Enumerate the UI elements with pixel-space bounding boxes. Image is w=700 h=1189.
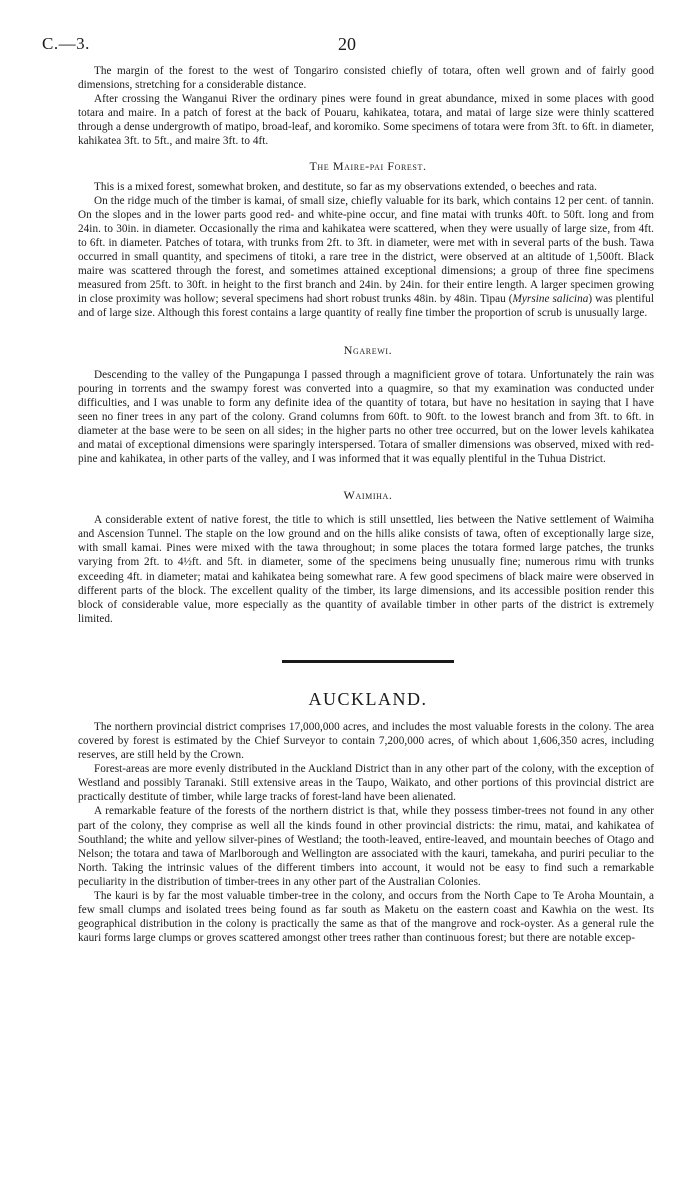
paragraph-text: On the ridge much of the timber is kamai, of small size, chiefly valuable for its bark, which contains 12 per cent. of tannin. On the slopes and in the lower parts good red- and white-pine occur, and fine matai with trunks 40ft. to 50ft. long and from 24in. to 30in. in diameter. Occasionally the rima and kahikatea were scattered, when they were usually of large size, from 4ft. to 6ft. in diameter. Patches of totara, with trunks from 2ft. to 3ft. in diameter, were met with in several parts of the bush. Tawa occurred in small quantity, and specimens of titoki, a rare tree in the district, were observed at an altitude of 1,500ft. Black maire was scattered through the forest, and sometimes attained exceptional dimensions; a group of three fine specimens measured from 25ft. to 30ft. in height to the first branch and 24in. by 24in. for their entire length. A larger specimen growing in close proximity was hollow; several specimens had short robust trunks 48in. by 48in. Tipau (	[78, 194, 654, 306]
section-heading-waimiha: Waimiha.	[343, 488, 393, 503]
page-number: 20	[338, 34, 356, 54]
waimiha-block	[78, 513, 654, 626]
paragraph	[78, 194, 654, 321]
section-heading-mairepai: The Maire-pai Forest.	[309, 158, 427, 173]
paragraph: A remarkable feature of the forests of the northern district is that, while they possess timber-trees not found in any other part of the colony, they comprise as well all the kinds found in other provincial districts: the rimu, matai, and kahikatea of Southland; the white and yellow silver-pines of Westland; the tooth-leaved, entire-leaved, and mountain beeches of Otago and Nelson; the totara and tawa of Marlborough and Wellington are associated with the kauri, tamekaha, and puriri peculiar to the North. Taking the intrinsic values of the different timbers into account, it would not be easy to find such a remarkable peculiarity in the distribution of timber-trees in any other part of the Australian Colonies.	[78, 805, 654, 888]
page-header	[42, 28, 654, 64]
document-reference: C.—3.	[42, 34, 90, 53]
mairepai-block	[78, 180, 654, 321]
paragraph: The margin of the forest to the west of Tongariro consisted chiefly of totara, often well grown and of fairly good dimensions, stretching for a considerable distance.	[78, 65, 654, 92]
paragraph: The northern provincial district comprises 17,000,000 acres, and includes the most valuable forests in the colony. The area covered by forest is estimated by the Chief Surveyor to contain 7,200,000 acres, of which about 1,606,350 acres, including reserves, are still held by the Crown.	[78, 720, 654, 762]
paragraph-text: ) was plentiful and of large size. Although this forest contains a large quantity of really fine timber the proportion of scrub is unusually large.	[78, 293, 654, 320]
section-heading-auckland: AUCKLAND.	[308, 688, 428, 709]
section-heading-ngarewi: Ngarewi.	[343, 342, 393, 357]
paragraph: The kauri is by far the most valuable timber-tree in the colony, and occurs from the North Cape to Te Aroha Mountain, a few small clumps and isolated trees being found as far south as Maketu on the eastern coast and Kawhia on the west. Its geographical distribution in the colony is practically the same as that of the mangrove and rock-oyster. As a general rule the kauri forms large clumps or groves scattered amongst other trees rather than continuous forest; but there are notable excep-	[78, 890, 654, 945]
section-divider	[282, 660, 454, 663]
paragraph: A considerable extent of native forest, the title to which is still unsettled, lies between the Native settlement of Waimiha and Ascension Tunnel. The staple on the low ground and on the hills alike consists of tawa, often of exceptionally large size, with small kamai. Pines were mixed with the tawa throughout; in some places the totara formed large patches, the trunks varying from 2ft. to 4½ft. and 5ft. in diameter, some of the specimens being unusually fine; numerous rimu with trunks exceeding 4ft. in diameter; matai and kahikatea being somewhat rare. A few good specimens of black maire were observed in different parts of the block. The excellent quality of the timber, its large dimensions, and its accessible position render this block of considerable value, more especially as the quantity of available timber in other parts of the district is extremely limited.	[78, 514, 654, 625]
paragraph: Descending to the valley of the Pungapunga I passed through a magnificient grove of totara. Unfortunately the rain was pouring in torrents and the swampy forest was converted into a quagmire, so that my examination was conducted under difficulties, and I was unable to form any definite idea of the quantity of totara, but have no hesitation in saying that I have seen no finer trees in any part of the colony. Grand columns from 60ft. to 90ft. to the lowest branch and from 3ft. to 6ft. in diameter at the base were to be seen on all sides; in the higher parts no other tree occurred, but on the lower levels kahikatea and matai of exceptional dimensions were sparingly interspersed. Totara of smaller dimensions was observed, mixed with red-pine and kahikatea, in other parts of the valley, and I was informed that it was equally plentiful in the Tuhua District.	[78, 368, 654, 466]
auckland-block	[78, 720, 654, 946]
paragraph: Forest-areas are more evenly distributed in the Auckland District than in any other part of the colony, with the exception of Westland and possibly Taranaki. Still extensive areas in the Taupo, Waikato, and other portions of this provincial district are practically destitute of timber, while large tracks of forest-land have been alienated.	[78, 763, 654, 804]
species-name: Myrsine salicina	[512, 293, 589, 306]
ngarewi-block	[78, 368, 654, 467]
paragraph: After crossing the Wanganui River the ordinary pines were found in great abundance, mixed in some places with good totara and maire. In a patch of forest at the back of Pouaru, kahikatea, totara, and matai of large size were thinly scattered through a dense undergrowth of matipo, broad-leaf, and koromiko. Some specimens of totara were from 3ft. to 6ft. in diameter, kahikatea 3ft. to 5ft., and maire 3ft. to 4ft.	[78, 93, 654, 148]
intro-block	[78, 64, 654, 149]
paragraph: This is a mixed forest, somewhat broken, and destitute, so far as my observations extended, o beeches and rata.	[94, 180, 597, 193]
